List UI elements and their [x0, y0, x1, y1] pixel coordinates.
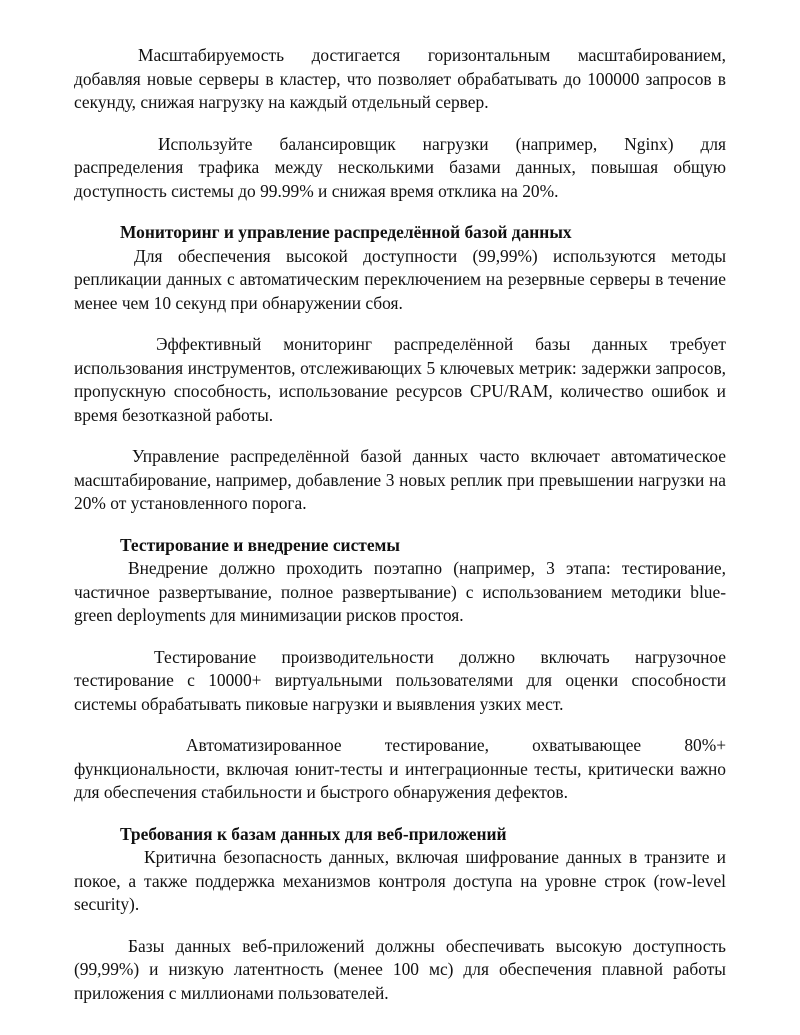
paragraph-security: Критична безопасность данных, включая шифрование данных в транзите и покое, а также поддержка механизмов контроля доступа на уровне строк (row-level security). [74, 847, 726, 914]
paragraph-load-balancer: Используйте балансировщик нагрузки (например, Nginx) для распределения трафика между несколькими базами данных, повышая общую доступность системы до 99.99% и снижая время отклика на 20%. [74, 133, 726, 201]
paragraph-monitoring-metrics: Эффективный мониторинг распределённой базы данных требует использования инструментов, отслеживающих 5 ключевых метрик: задержки запросов, пропускную способность, использование ресурсов CPU/RAM, количество ошибок и время безотказной работы. [74, 334, 726, 425]
paragraph-auto-scaling: Управление распределённой базой данных часто включает автоматическое масштабирование, например, добавление 3 новых реплик при превышении нагрузки на 20% от установленного порога. [74, 446, 726, 513]
section-heading-monitoring: Мониторинг и управление распределённой базой данных [120, 222, 572, 242]
paragraph-high-availability: Для обеспечения высокой доступности (99,99%) используются методы репликации данных с автоматическим переключением на резервные серверы в течение менее чем 10 секунд при обнаружении сбоя. [74, 245, 726, 313]
paragraph-web-availability: Базы данных веб-приложений должны обеспечивать высокую доступность (99,99%) и низкую латентность (менее 100 мс) для обеспечения плавной работы приложения с миллионами пользователей. [74, 935, 726, 1003]
paragraph-automated-testing: Автоматизированное тестирование, охватывающее 80%+ функциональности, включая юнит-тесты и интеграционные тесты, критически важно для обеспечения стабильности и быстрого обнаружения дефектов. [74, 735, 726, 802]
section-heading-testing: Тестирование и внедрение системы [120, 534, 400, 555]
document-page [74, 44, 726, 1005]
paragraph-performance-testing: Тестирование производительности должно включать нагрузочное тестирование с 10000+ виртуальными пользователями для оценки способности системы обрабатывать пиковые нагрузки и выявления узких мест. [74, 646, 726, 714]
paragraph-scalability: Масштабируемость достигается горизонтальным масштабированием, добавляя новые серверы в кластер, что позволяет обрабатывать до 100000 запросов в секунду, снижая нагрузку на каждый отдельный сервер. [74, 45, 726, 112]
paragraph-rollout: Внедрение должно проходить поэтапно (например, 3 этапа: тестирование, частичное развертывание, полное развертывание) с использованием методики blue-green deployments для минимизации рисков простоя. [74, 558, 726, 625]
section-heading-web-requirements: Требования к базам данных для веб-приложений [120, 823, 507, 844]
